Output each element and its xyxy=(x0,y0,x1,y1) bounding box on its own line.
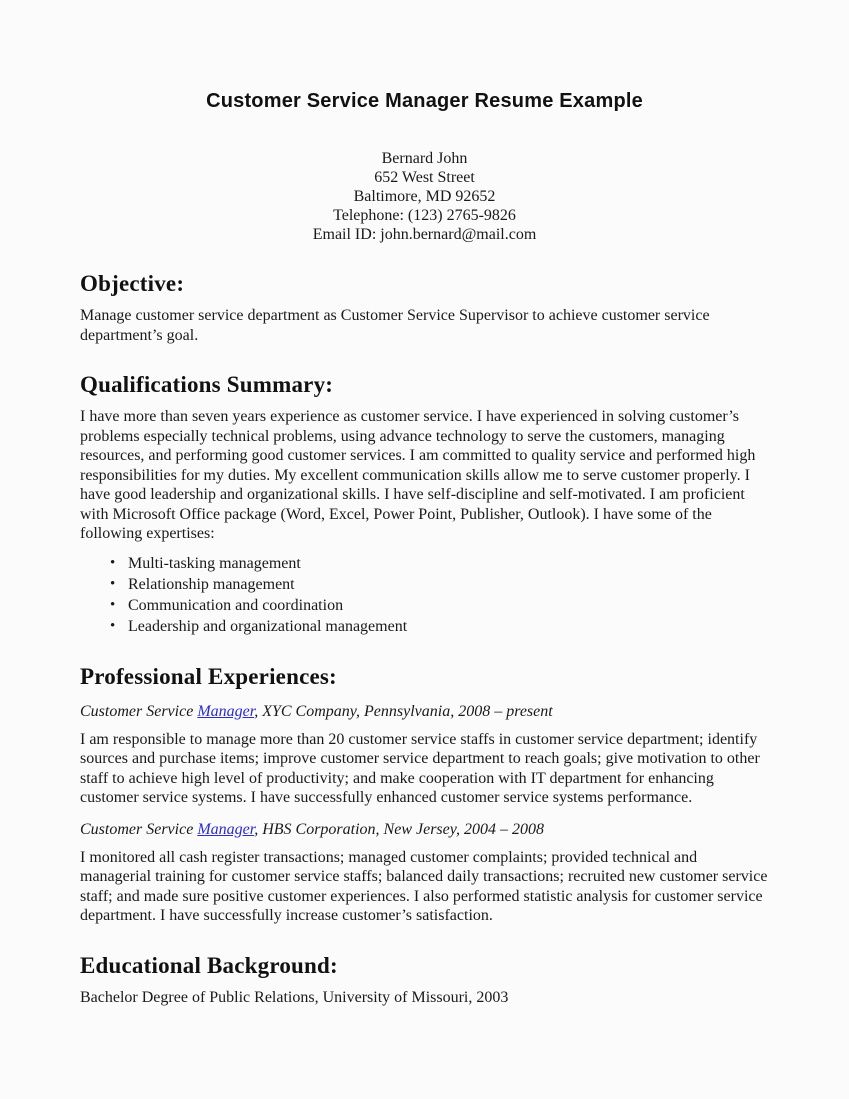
job-entry-xyc xyxy=(80,702,769,808)
manager-link[interactable]: Manager xyxy=(197,702,255,720)
section-qualifications xyxy=(80,372,769,637)
job-title-prefix: Customer Service xyxy=(80,702,198,720)
page-title: Customer Service Manager Resume Example xyxy=(206,90,643,112)
job-title-line xyxy=(80,702,769,721)
job-entry-hbs xyxy=(80,820,769,926)
qualifications-heading: Qualifications Summary: xyxy=(80,372,334,397)
experience-heading: Professional Experiences: xyxy=(80,663,337,689)
objective-text: Manage customer service department as Customer Service Supervisor to achieve customer service department’s goal. xyxy=(80,307,710,344)
contact-block xyxy=(80,149,769,244)
job-title-suffix: , XYC Company, Pennsylvania, 2008 – present xyxy=(254,702,553,720)
contact-city-state-zip: Baltimore, MD 92652 xyxy=(353,188,496,205)
expertise-list xyxy=(80,553,769,637)
section-education xyxy=(80,953,769,1008)
expertise-item: • Multi-tasking management xyxy=(110,553,769,574)
contact-email: Email ID: john.bernard@mail.com xyxy=(312,226,537,243)
contact-name: Bernard John xyxy=(381,150,468,167)
qualifications-text: I have more than seven years experience as customer service. I have experienced in solving customer’s problems especially technical problems, using advance technology to serve the customers, managing resources, and performing good customer services. I am committed to quality service and performed high responsibilities for my duties. My excellent communication skills allow me to serve customer properly. I have good leadership and organizational skills. I have self-discipline and self-motivated. I am proficient with Microsoft Office package (Word, Excel, Power Point, Publisher, Outlook). I have some of the following expertises: xyxy=(80,408,756,542)
section-experience xyxy=(80,664,769,926)
education-text: Bachelor Degree of Public Relations, University of Missouri, 2003 xyxy=(80,988,509,1006)
job-title-suffix: , HBS Corporation, New Jersey, 2004 – 2008 xyxy=(254,820,544,838)
expertise-item: • Leadership and organizational management xyxy=(110,616,769,637)
job-description: I monitored all cash register transactions; managed customer complaints; provided technical and managerial training for customer service staffs; balanced daily transactions; recruited new customer service staff; and made sure positive customer experiences. I also performed statistic analysis for customer service department. I have successfully increase customer’s satisfaction. xyxy=(80,848,768,924)
expertise-item: • Relationship management xyxy=(110,574,769,595)
expertise-item: • Communication and coordination xyxy=(110,595,769,616)
job-description: I am responsible to manage more than 20 customer service staffs in customer service department; identify sources and purchase items; improve customer service department to reach goals; give motivation to other staff to achieve high level of productivity; and make cooperation with IT department for enhancing customer service systems. I have successfully enhanced customer service systems performance. xyxy=(80,730,760,806)
contact-street: 652 West Street xyxy=(374,169,475,186)
job-title-line xyxy=(80,820,769,839)
section-objective xyxy=(80,271,769,345)
manager-link[interactable]: Manager xyxy=(197,820,255,838)
job-title-prefix: Customer Service xyxy=(80,820,198,838)
objective-heading: Objective: xyxy=(80,271,185,296)
education-heading: Educational Background: xyxy=(80,952,338,978)
contact-telephone: Telephone: (123) 2765-9826 xyxy=(333,207,516,224)
